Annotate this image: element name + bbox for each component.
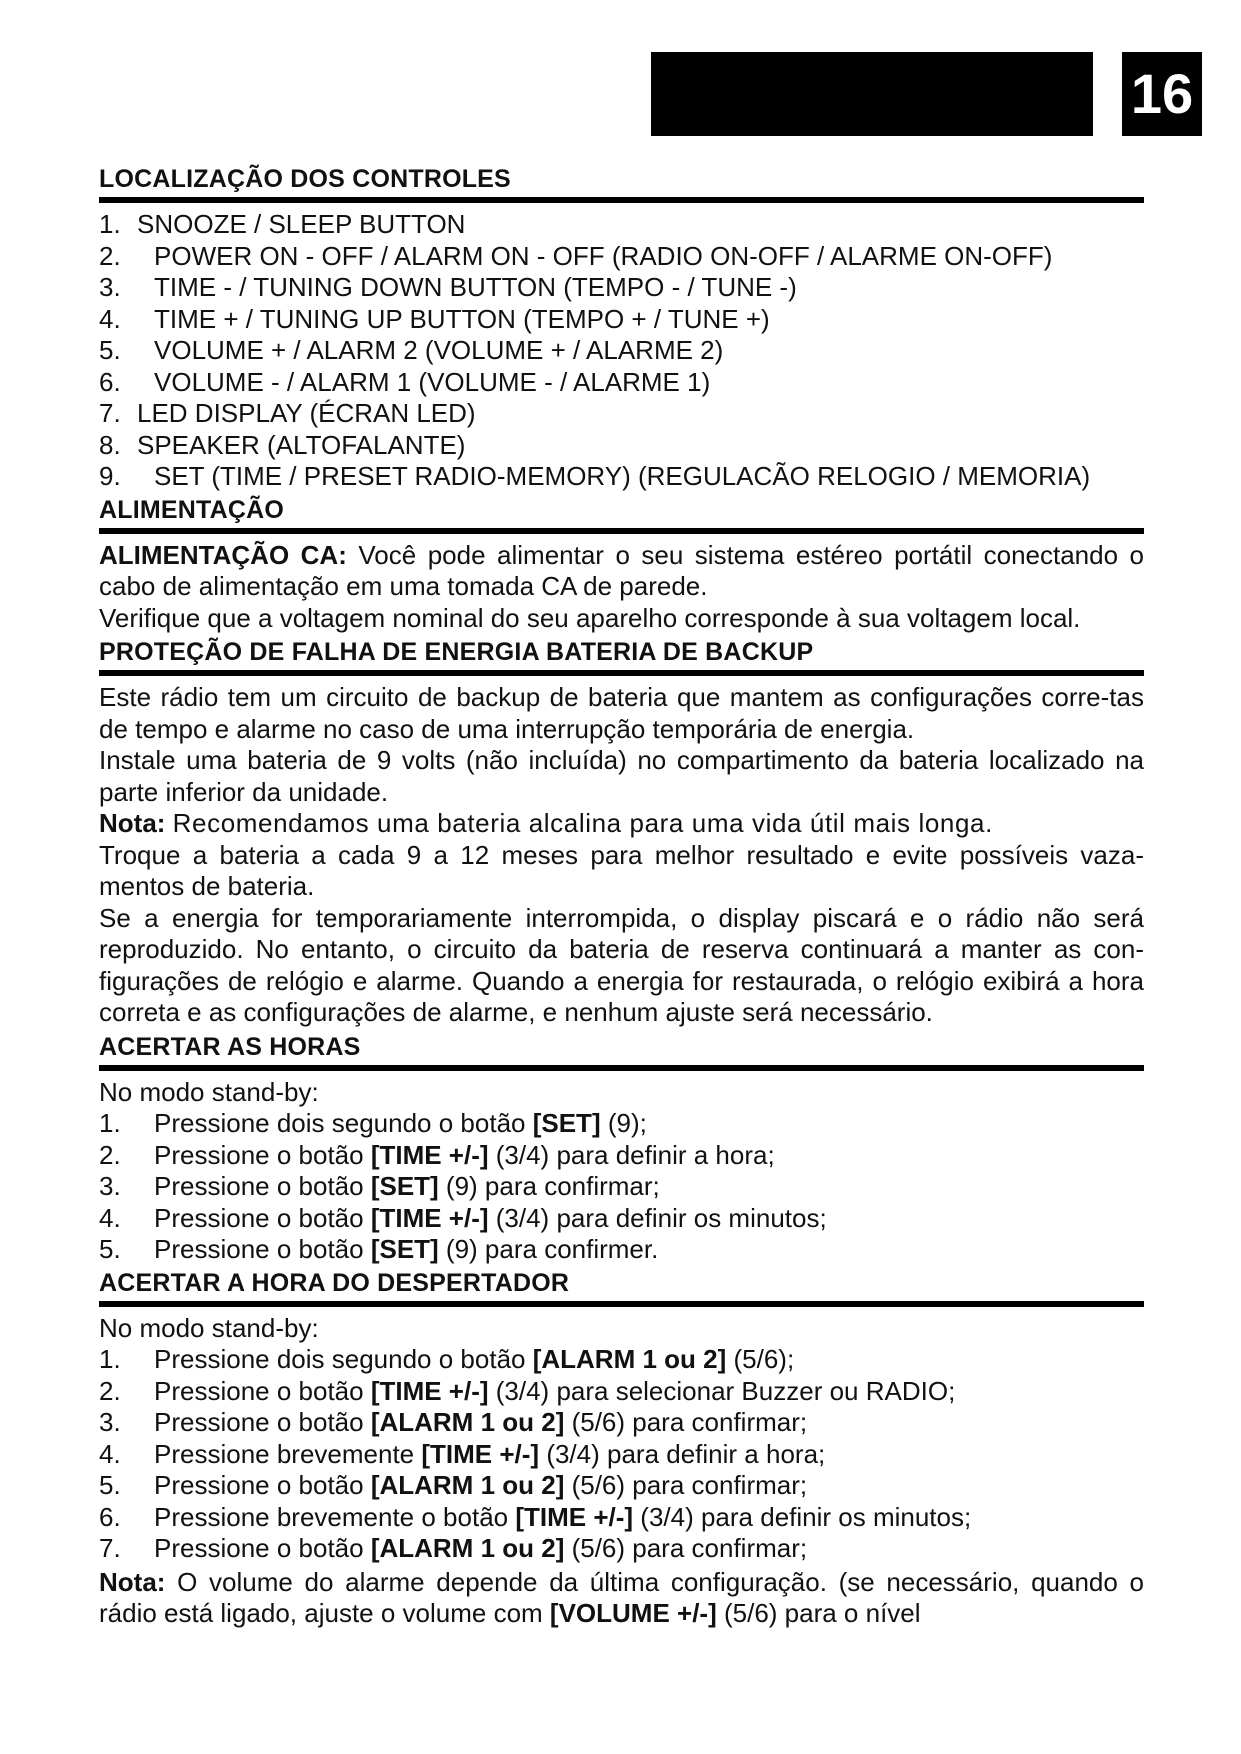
item-text: Pressione o botão [154, 1470, 371, 1500]
set-alarm-intro: No modo stand-by: [99, 1312, 319, 1343]
item-key: [TIME +/-] [421, 1438, 540, 1469]
list-item [99, 1140, 1144, 1172]
item-number: 7. [99, 1533, 121, 1563]
page-content [99, 164, 1144, 1630]
item-number: 2. [99, 240, 121, 271]
item-number: 4. [99, 1438, 121, 1469]
note-key: [VOLUME +/-] [549, 1598, 717, 1628]
list-item [99, 1502, 1144, 1534]
item-number: 4. [99, 1202, 121, 1233]
item-text: SET (TIME / PRESET RADIO-MEMORY) (REGULACÃO RELOGIO / MEMORIA) [154, 461, 1091, 491]
item-text: (5/6); [726, 1344, 795, 1374]
item-text: (9); [600, 1108, 647, 1138]
item-key: [SET] [532, 1108, 601, 1138]
item-text: (9) para confirmar; [438, 1171, 660, 1201]
power-verify-paragraph: Verifique que a voltagem nominal do seu aparelho corresponde à sua voltagem local. [99, 602, 1081, 633]
item-number: 3. [99, 1407, 121, 1437]
item-key: [SET] [370, 1171, 439, 1201]
item-key: [TIME +/-] [370, 1375, 489, 1406]
item-text: Pressione o botão [154, 1375, 371, 1406]
list-item [99, 1376, 1144, 1408]
item-key: [ALARM 1 ou 2] [370, 1407, 565, 1437]
set-alarm-steps [99, 1344, 1144, 1565]
item-key: [SET] [370, 1234, 439, 1264]
item-number: 2. [99, 1139, 121, 1170]
set-time-intro: No modo stand-by: [99, 1076, 319, 1107]
note-text: Recomendamos uma bateria alcalina para uma vida útil mais longa. [172, 808, 993, 838]
backup-paragraph-4: Se a energia for temporariamente interrompida, o display piscará e o rádio não será reproduzido. No entanto, o circuito da bateria de reserva continuará a manter as con-figurações de relógio e alarme. Quando a energia for restaurada, o relógio exibirá a hora correta e as configurações de alarme, e nenhum ajuste será necessário. [99, 902, 1144, 1027]
item-number: 1. [99, 1344, 121, 1374]
section-title-set-time: ACERTAR AS HORAS [99, 1032, 1144, 1071]
alarm-note [99, 1567, 1144, 1630]
list-item [99, 335, 1144, 367]
header-bar [651, 52, 1093, 136]
item-text: (5/6) para confirmar; [564, 1533, 808, 1563]
item-number: 9. [99, 461, 121, 491]
item-text: TIME - / TUNING DOWN BUTTON (TEMPO - / TUNE -) [154, 272, 797, 302]
item-number: 1. [99, 1108, 121, 1138]
item-number: 6. [99, 1501, 121, 1532]
item-text: VOLUME + / ALARM 2 (VOLUME + / ALARME 2) [154, 335, 724, 365]
controls-list [99, 209, 1144, 493]
item-text: TIME + / TUNING UP BUTTON (TEMPO + / TUNE +) [154, 303, 770, 334]
note-label: Nota: [99, 1566, 166, 1597]
list-item [99, 209, 1144, 241]
item-number: 5. [99, 335, 121, 365]
list-item [99, 1407, 1144, 1439]
item-text: (5/6) para confirmar; [564, 1470, 808, 1500]
ac-text: Você pode alimentar o seu sistema estéreo portátil conectando o cabo de alimentação em uma tomada CA de parede. [99, 539, 1144, 601]
item-text: (3/4) para definir os minutos; [488, 1202, 827, 1233]
item-number: 4. [99, 303, 121, 334]
item-key: [TIME +/-] [515, 1501, 634, 1532]
item-number: 3. [99, 272, 121, 302]
item-text: Pressione dois segundo o botão [154, 1344, 533, 1374]
list-item [99, 1203, 1144, 1235]
item-text: Pressione o botão [154, 1407, 371, 1437]
item-key: [ALARM 1 ou 2] [532, 1344, 727, 1374]
section-title-power: ALIMENTAÇÃO [99, 495, 1144, 534]
note-label: Nota: [99, 808, 166, 838]
item-text: Pressione brevemente [154, 1438, 422, 1469]
item-text: POWER ON - OFF / ALARM ON - OFF (RADIO ON-OFF / ALARME ON-OFF) [154, 240, 1053, 271]
item-text: Pressione o botão [154, 1139, 371, 1170]
item-text: VOLUME - / ALARM 1 (VOLUME - / ALARME 1) [154, 366, 711, 397]
list-item [99, 398, 1144, 430]
item-number: 6. [99, 366, 121, 397]
list-item [99, 367, 1144, 399]
item-text: SPEAKER (ALTOFALANTE) [137, 429, 466, 460]
list-item [99, 1439, 1144, 1471]
section-title-controls: LOCALIZAÇÃO DOS CONTROLES [99, 164, 1144, 203]
item-text: LED DISPLAY (ÉCRAN LED) [137, 398, 476, 428]
item-key: [ALARM 1 ou 2] [370, 1470, 565, 1500]
item-text: Pressione dois segundo o botão [154, 1108, 533, 1138]
section-title-backup: PROTEÇÃO DE FALHA DE ENERGIA BATERIA DE BACKUP [99, 637, 1144, 676]
list-item [99, 1344, 1144, 1376]
list-item [99, 430, 1144, 462]
list-item [99, 1470, 1144, 1502]
item-text: (5/6) para confirmar; [564, 1407, 808, 1437]
item-number: 5. [99, 1470, 121, 1500]
item-text: (9) para confirmer. [438, 1234, 659, 1264]
item-text: (3/4) para definir a hora; [539, 1438, 826, 1469]
note-text: O volume do alarme depende da última configuração. (se necessário, quando o rádio está ligado, ajuste o volume com [99, 1566, 1144, 1628]
list-item [99, 304, 1144, 336]
item-key: [TIME +/-] [370, 1139, 489, 1170]
item-text: (3/4) para selecionar Buzzer ou RADIO; [488, 1375, 956, 1406]
item-text: (3/4) para definir a hora; [488, 1139, 775, 1170]
item-text: (3/4) para definir os minutos; [633, 1501, 972, 1532]
list-item [99, 1108, 1144, 1140]
section-title-set-alarm: ACERTAR A HORA DO DESPERTADOR [99, 1268, 1144, 1307]
item-number: 8. [99, 429, 121, 460]
item-text: SNOOZE / SLEEP BUTTON [137, 209, 466, 239]
list-item [99, 1533, 1144, 1565]
item-text: Pressione o botão [154, 1234, 371, 1264]
item-text: Pressione o botão [154, 1171, 371, 1201]
item-text: Pressione o botão [154, 1533, 371, 1563]
list-item [99, 272, 1144, 304]
list-item [99, 241, 1144, 273]
list-item [99, 1171, 1144, 1203]
set-time-steps [99, 1108, 1144, 1266]
item-number: 7. [99, 398, 121, 428]
backup-paragraph-1: Este rádio tem um circuito de backup de bateria que mantem as configurações corre-tas de tempo e alarme no caso de uma interrupção temporária de energia. [99, 682, 1144, 744]
item-text: Pressione brevemente o botão [154, 1501, 516, 1532]
item-number: 2. [99, 1375, 121, 1406]
item-number: 1. [99, 209, 121, 239]
backup-paragraph-3: Troque a bateria a cada 9 a 12 meses para melhor resultado e evite possíveis vaza-mentos de bateria. [99, 839, 1144, 901]
item-key: [TIME +/-] [370, 1202, 489, 1233]
list-item [99, 461, 1144, 493]
note-text: (5/6) para o nível [716, 1598, 921, 1628]
item-number: 3. [99, 1171, 121, 1201]
ac-label: ALIMENTAÇÃO CA: [99, 539, 347, 570]
item-key: [ALARM 1 ou 2] [370, 1533, 565, 1563]
page-number: 16 [1122, 52, 1202, 136]
power-ac-paragraph [99, 540, 1144, 603]
item-number: 5. [99, 1234, 121, 1264]
list-item [99, 1234, 1144, 1266]
item-text: Pressione o botão [154, 1202, 371, 1233]
backup-note [99, 808, 1144, 840]
backup-paragraph-2: Instale uma bateria de 9 volts (não incluída) no compartimento da bateria localizado na parte inferior da unidade. [99, 745, 1144, 807]
